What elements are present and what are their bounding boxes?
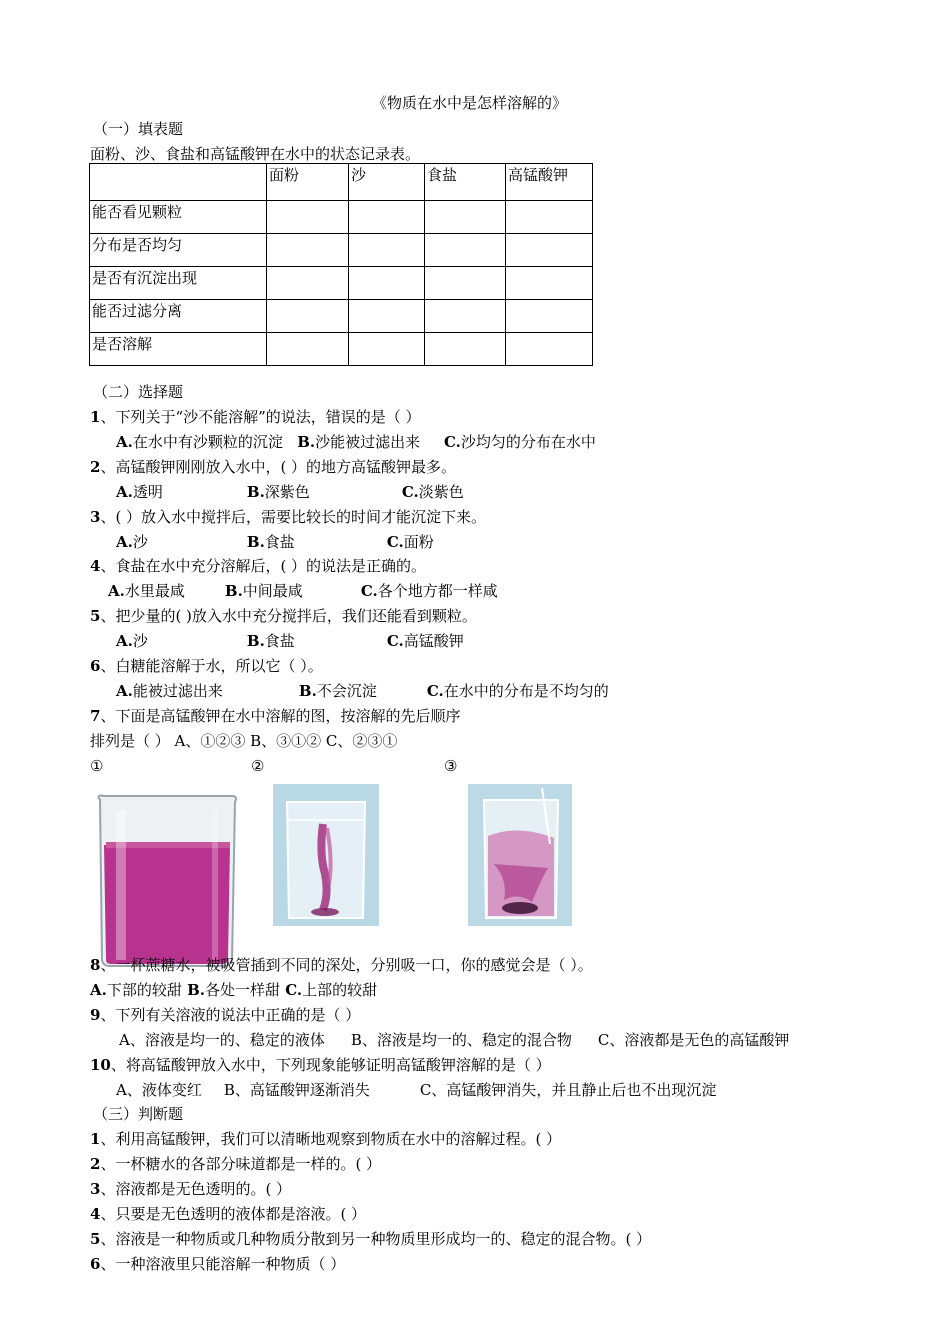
record-table <box>89 163 593 366</box>
figure-label-3: ③ <box>444 757 458 775</box>
question-10: 10、将高锰酸钾放入水中，下列现象能够证明高锰酸钾溶解的是（ ） <box>90 1056 551 1074</box>
answer-cell[interactable] <box>267 333 349 366</box>
question-6: 6、白糖能溶解于水，所以它（ ）。 <box>90 657 323 675</box>
question-3-options: A.沙 B.食盐 C.面粉 <box>116 533 434 551</box>
beaker-image-1 <box>92 790 242 970</box>
question-1: 1、下列关于“沙不能溶解”的说法，错误的是（ ） <box>90 408 421 426</box>
table-corner-cell <box>90 164 267 201</box>
question-8-options: A.下部的较甜 B.各处一样甜 C.上部的较甜 <box>90 981 378 999</box>
answer-cell[interactable] <box>349 201 425 234</box>
table-row <box>90 333 593 366</box>
section3-heading: （三）判断题 <box>93 1105 184 1123</box>
answer-cell[interactable] <box>267 300 349 333</box>
judgement-item: 4、只要是无色透明的液体都是溶液。( ） <box>90 1205 367 1223</box>
question-8: 8、一杯蔗糖水，被吸管插到不同的深处，分别吸一口，你的感觉会是（ ）。 <box>90 956 593 974</box>
answer-cell[interactable] <box>349 267 425 300</box>
answer-cell[interactable] <box>267 234 349 267</box>
col-header-permanganate: 高锰酸钾 <box>506 164 593 201</box>
table-row <box>90 300 593 333</box>
beaker-image-3 <box>468 784 572 926</box>
answer-cell[interactable] <box>349 333 425 366</box>
table-row <box>90 267 593 300</box>
judgement-item: 3、溶液都是无色透明的。( ） <box>90 1180 292 1198</box>
answer-cell[interactable] <box>506 201 593 234</box>
answer-cell[interactable] <box>267 201 349 234</box>
row-label: 是否溶解 <box>90 333 267 366</box>
answer-cell[interactable] <box>425 267 506 300</box>
answer-cell[interactable] <box>349 300 425 333</box>
judgement-item: 2、一杯糖水的各部分味道都是一样的。( ） <box>90 1155 382 1173</box>
row-label: 分布是否均匀 <box>90 234 267 267</box>
question-3: 3、( ）放入水中搅拌后，需要比较长的时间才能沉淀下来。 <box>90 508 487 526</box>
question-7: 7、下面是高锰酸钾在水中溶解的图，按溶解的先后顺序 <box>90 707 461 725</box>
section2-heading: （二）选择题 <box>93 383 184 401</box>
judgement-item: 1、利用高锰酸钾，我们可以清晰地观察到物质在水中的溶解过程。( ） <box>90 1130 562 1148</box>
question-2: 2、高锰酸钾刚刚放入水中，( ）的地方高锰酸钾最多。 <box>90 458 457 476</box>
answer-cell[interactable] <box>425 201 506 234</box>
col-header-salt: 食盐 <box>425 164 506 201</box>
table-row <box>90 201 593 234</box>
row-label: 能否看见颗粒 <box>90 201 267 234</box>
row-label: 是否有沉淀出现 <box>90 267 267 300</box>
question-6-options: A.能被过滤出来 B.不会沉淀 C.在水中的分布是不均匀的 <box>116 682 609 700</box>
question-5: 5、把少量的( )放入水中充分搅拌后，我们还能看到颗粒。 <box>90 607 477 625</box>
section1-heading: （一）填表题 <box>93 120 184 138</box>
answer-cell[interactable] <box>267 267 349 300</box>
question-9: 9、下列有关溶液的说法中正确的是（ ） <box>90 1006 361 1024</box>
page-title: 《物质在水中是怎样溶解的》 <box>372 94 568 112</box>
question-2-options: A.透明 B.深紫色 C.淡紫色 <box>116 483 464 501</box>
answer-cell[interactable] <box>506 267 593 300</box>
question-9-options: A、溶液是均一的、稳定的液体 B、溶液是均一的、稳定的混合物 C、溶液都是无色的高锰酸钾 <box>119 1031 790 1049</box>
answer-cell[interactable] <box>425 300 506 333</box>
table-header-row <box>90 164 593 201</box>
col-header-flour: 面粉 <box>267 164 349 201</box>
question-5-options: A.沙 B.食盐 C.高锰酸钾 <box>116 632 464 650</box>
judgement-item: 6、一种溶液里只能溶解一种物质（ ） <box>90 1255 346 1273</box>
judgement-item: 5、溶液是一种物质或几种物质分散到另一种物质里形成均一的、稳定的混合物。( ） <box>90 1230 652 1248</box>
answer-cell[interactable] <box>425 234 506 267</box>
answer-cell[interactable] <box>506 234 593 267</box>
figure-label-1: ① <box>90 757 104 775</box>
answer-cell[interactable] <box>349 234 425 267</box>
figure-label-2: ② <box>251 757 265 775</box>
question-4-options: A.水里最咸 B.中间最咸 C.各个地方都一样咸 <box>108 582 498 600</box>
question-10-options: A、液体变红 B、高锰酸钾逐渐消失 C、高锰酸钾消失，并且静止后也不出现沉淀 <box>116 1081 717 1099</box>
table-caption: 面粉、沙、食盐和高锰酸钾在水中的状态记录表。 <box>90 145 421 163</box>
question-7-line2: 排列是（ ） A、①②③ B、③①② C、②③① <box>90 732 398 750</box>
col-header-sand: 沙 <box>349 164 425 201</box>
table-row <box>90 234 593 267</box>
question-4: 4、食盐在水中充分溶解后，( ）的说法是正确的。 <box>90 557 427 575</box>
answer-cell[interactable] <box>506 300 593 333</box>
beaker-image-2 <box>273 784 379 926</box>
question-1-options: A.在水中有沙颗粒的沉淀 B.沙能被过滤出来 C.沙均匀的分布在水中 <box>116 433 596 451</box>
answer-cell[interactable] <box>425 333 506 366</box>
row-label: 能否过滤分离 <box>90 300 267 333</box>
answer-cell[interactable] <box>506 333 593 366</box>
